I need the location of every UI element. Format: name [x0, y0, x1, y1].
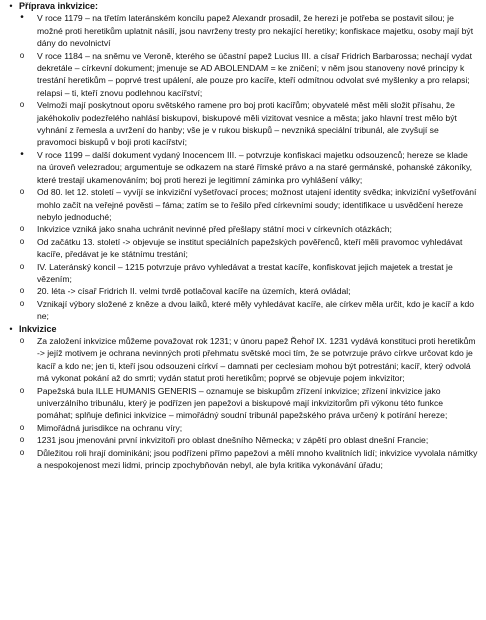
list-item [0, 99, 486, 149]
item-text: Za založení inkvizice můžeme považovat rok 1231; v únoru papež Řehoř IX. 1231 vydává konstituci proti heretikům -> jejíž motivem je ochrana nevinných proti přehmatu světské moci tím, že se potvrzuje právo církve určovat kdo je kacíř a kdo ne; jen ti, kteří jsou odsouzeni církví – damnati per ceclesiam mohou být potrestáni; kacíř, který odvolá má vykonat pokání až do smrti; vydán statut proti heretikům; poprvé se objevuje pojem inkvizitor; [37, 335, 476, 384]
item-text: Důležitou roli hrají dominikáni; jsou podřízeni přímo papežovi a mělí mnoho kvalitních lidí; inkvizice vyvolala námitky a nespokojenost mezi lidmi, princip zpochybňován nebyl, ale byla kritika vykonávání úřadu; [37, 447, 478, 471]
open-bullet-icon: o [19, 236, 25, 246]
item-text: Papežská bula ILLE HUMANIS GENERIS – oznamuje se biskupům zřízení inkvizice; zřízení inkvizice jako univerzálního tribunálu, který je podřízen jen papežovi a biskupové mají inkvizitorům při výkonu této funkce pomáhat; splňuje definici inkvizice – mimořádný soudní tribunál papežského práva určený k potírání hereze; [37, 385, 448, 421]
section-heading: Inkvizice [19, 323, 57, 334]
open-bullet-icon: o [19, 286, 25, 296]
item-text: Velmoži mají poskytnout oporu světského ramene pro boj proti kacířům; obyvatelé měst měli složit přísahu, že jakéhokoliv podezřelého nahlásí biskupovi, biskupové měli vizitovat vesnice a města; jako hlavní trest mělo být vyhnání z řemesla a uvržení do hanby; vše je v rukou biskupů – nevzniká speciální tribunál, ale zvyšují se pravomoci biskupů v boji proti kacířství; [37, 100, 457, 148]
list-item [0, 50, 486, 100]
list-item [0, 236, 486, 261]
open-bullet-icon: o [19, 187, 25, 197]
open-bullet-icon: o [19, 447, 25, 457]
section-heading: Příprava inkvizice: [19, 1, 99, 11]
open-bullet-icon: o [19, 50, 25, 60]
open-bullet-icon: o [19, 385, 25, 395]
item-text: 20. léta -> císař Fridrich II. velmi tvrdě potlačoval kacíře na územích, která ovládal; [37, 286, 351, 297]
item-text: IV. Lateránský koncil – 1215 potvrzuje právo vyhledávat a trestat kacíře, konfiskovat jejich majetek a trestat je vězením; [37, 261, 453, 284]
item-text: Od začátku 13. století -> objevuje se institut speciálních papežských pověřenců, kteří měli pravomoc vyhledávat kacíře, předávat je ke státnímu trestání; [37, 236, 463, 260]
open-bullet-icon: o [19, 261, 25, 271]
item-text: Vznikají výbory složené z kněze a dvou laiků, které měly vyhledávat kacíře, ale církev měla určit, kdo je kacíř a kdo ne; [37, 298, 475, 322]
section-bullet: • [9, 323, 13, 334]
open-bullet-icon: o [19, 298, 25, 308]
list-item [0, 186, 486, 223]
list-item [0, 298, 486, 323]
list-item [0, 385, 486, 422]
list-item [0, 12, 486, 49]
open-bullet-icon: o [19, 335, 25, 345]
list-item [0, 422, 486, 434]
list-item [0, 335, 486, 385]
item-text: 1231 jsou jmenováni první inkvizitoři pro oblast dnešního Německa; v zápětí pro oblast dnešní Francie; [37, 435, 429, 446]
open-bullet-icon: o [19, 100, 25, 110]
list-item [0, 285, 486, 297]
section-inkvizice [0, 323, 486, 472]
item-text: V roce 1179 – na třetím lateránském koncilu papež Alexandr prosadil, že herezi je potřeba se postavit silou; je možné proti heretikům uplatnit násilí, jsou navrženy tresty pro nekající heretiky; konfiskace majetku, osoby mají být dány do nevolnictví [37, 13, 474, 49]
section-bullet: • [9, 1, 13, 11]
item-text: Inkvizice vzniká jako snaha uchránit nevinné před přešlapy státní moci v církevních otázkách; [37, 224, 392, 235]
list-item [0, 261, 486, 286]
item-text: V roce 1184 – na sněmu ve Veroně, kterého se účastní papež Lucius III. a císař Fridrich Barbarossa; nechají vydat dekretále – církevní dokument; jmenuje se AD ABOLENDAM = ke zničení; v něm jsou stanoveny nové principy k trestání heretikům – poprvé trest upálení, ale pouze pro kacíře, kteří odmítnou odvolat své myšlenky a pro relapsi; relapsi – ti, kteří znovu podlehnou kacířství; [37, 50, 473, 98]
list-item [0, 447, 486, 472]
list-item [0, 434, 486, 446]
item-list [0, 335, 486, 471]
open-bullet-icon: o [19, 422, 25, 432]
item-list [0, 12, 486, 322]
list-item [0, 223, 486, 235]
item-text: Mimořádná jurisdikce na ochranu víry; [37, 422, 183, 433]
open-bullet-icon: o [19, 224, 25, 234]
filled-bullet-icon: • [20, 148, 24, 160]
list-item [0, 149, 486, 186]
item-text: Od 80. let 12. století – vyvíjí se inkviziční vyšetřovací proces; možnost utajení identity svědka; inkviziční vyšetřování mohlo začít na veřejné pověsti – fáma; zatím se to řešilo před církevními soudy; identifikace u usvědčení hereze nebylo jednoduché; [37, 187, 477, 222]
open-bullet-icon: o [19, 435, 25, 445]
filled-bullet-icon: • [20, 12, 24, 24]
item-text: V roce 1199 – další dokument vydaný Inocencem III. – potvrzuje konfiskaci majetku odsouzenců; hereze se klade na úroveň velezradou; argumentuje se odkazem na staré římské právo a na staré germánské, pohanské zákoníky, které trestají ukamenováním; boj proti herezi je legitimní záminka pro vyhlášení války; [37, 149, 473, 185]
